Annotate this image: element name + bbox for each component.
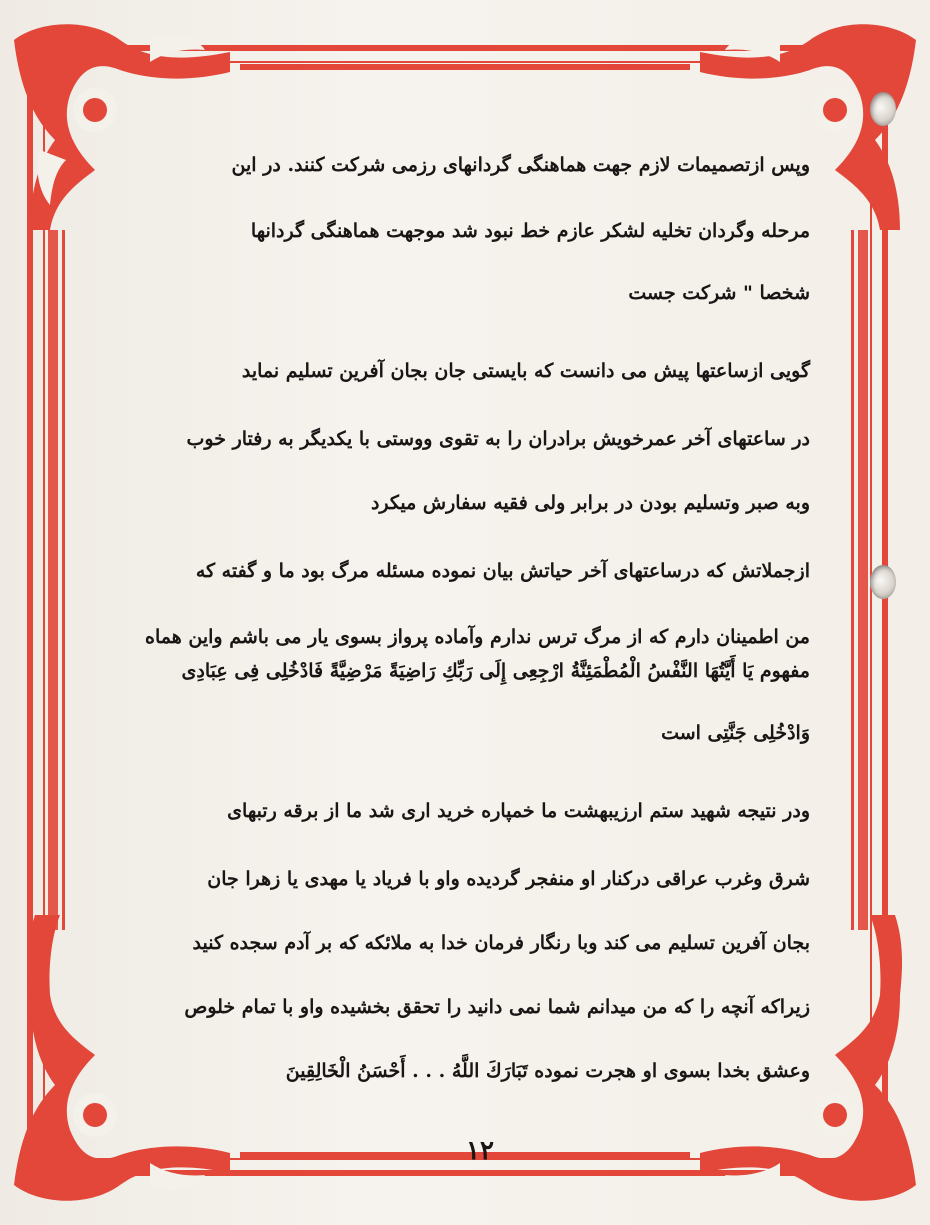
- text-line: زیراکه آنچه را که من میدانم شما نمی دانید را تحقق بخشیده واو با تمام خلوص: [184, 996, 810, 1018]
- text-line: گویی ازساعتها پیش می دانست که بایستی جان بجان آفرین تسلیم نماید: [241, 360, 810, 382]
- quran-verse-line: مفهوم یَا أَیَّتُهَا النَّفْسُ الْمُطْمَئِنَّةُ ارْجِعِی إِلَى رَبِّكِ رَاضِیَةً مَرْضِیَّةً فَادْخُلِی فِی عِبَادِی: [181, 660, 810, 682]
- text-line: بجان آفرین تسلیم می کند وبا رنگار فرمان خدا به ملائکه که بر آدم سجده کنید: [192, 932, 810, 954]
- quran-verse-line: وَادْخُلِی جَنَّتِی است: [661, 722, 810, 744]
- text-line: در ساعتهای آخر عمرخویش برادران را به تقوی ووستی با یکدیگر به رفتار خوب: [186, 428, 810, 450]
- text-line: وبه صبر وتسلیم بودن در برابر ولی فقیه سفارش میکرد: [370, 492, 810, 514]
- text-line: وپس ازتصمیمات لازم جهت هماهنگی گردانهای رزمی شرکت کنند. در این: [231, 154, 810, 176]
- body-text: [95, 140, 810, 1140]
- text-line: ودر نتیجه شهید ستم ارزیبهشت ما خمپاره خرید اری شد ما از برقه رتبهای: [227, 800, 810, 822]
- text-line: شرق وغرب عراقی درکنار او منفجر گردیده واو با فریاد یا مهدی یا زهرا جان: [207, 868, 810, 890]
- text-line: شخصا " شرکت جست: [628, 282, 810, 304]
- text-line: من اطمینان دارم که از مرگ ترس ندارم وآماده پرواز بسوی یار می باشم واین هماه: [145, 626, 810, 648]
- binding-hole-middle: [870, 565, 896, 599]
- text-line: ازجملاتش که درساعتهای آخر حیاتش بیان نموده مسئله مرگ بود ما و گفته که: [195, 560, 810, 582]
- page-number: ۱۲: [466, 1136, 494, 1166]
- text-line: مرحله وگردان تخلیه لشکر عازم خط نبود شد موجهت هماهنگی گردانها: [250, 220, 810, 242]
- text-line: وعشق بخدا بسوی او هجرت نموده تَبَارَكَ اللَّهُ . . . أَحْسَنُ الْخَالِقِینَ: [285, 1060, 810, 1082]
- binding-hole-top: [870, 92, 896, 126]
